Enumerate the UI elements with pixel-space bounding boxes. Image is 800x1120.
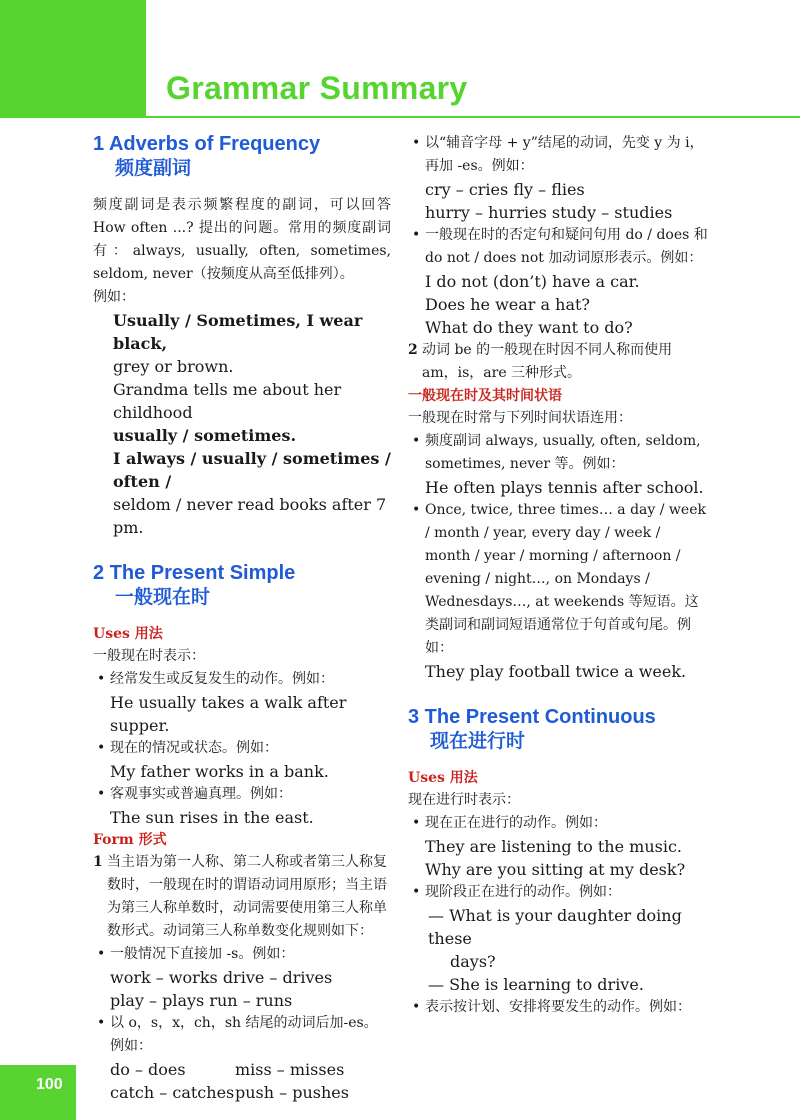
example-line: play – plays run – runs — [110, 991, 293, 1010]
section-1-intro: 频度副词是表示频繁程度的副词，可以回答 How often ...? 提出的问题。常用的频度副词有：always, usually, often, sometimes, seldom, never（按频度从高至低排列）。 — [93, 197, 391, 282]
example-line: They play football twice a week. — [425, 662, 687, 681]
form-label: Form 形式 — [93, 832, 167, 848]
item-number: 1 — [93, 854, 103, 870]
example-line: grey or brown. — [113, 357, 234, 376]
bullet-item: • 现在的情况或状态。例如： — [93, 737, 391, 760]
uses-intro: 一般现在时表示： — [93, 648, 205, 664]
page-number: 100 — [36, 1076, 63, 1093]
numbered-item-text: 动词 be 的一般现在时因不同人称而使用 am，is，are 三种形式。 — [422, 342, 673, 381]
example-pair — [93, 1058, 391, 1081]
example-line: My father works in a bank. — [110, 762, 329, 781]
example-line: Usually / Sometimes, I wear black, — [113, 311, 363, 353]
section-2-heading: 2 The Present Simple — [93, 562, 296, 584]
bullet-item: • 一般情况下直接加 -s。例如： — [93, 943, 391, 966]
example-line: They are listening to the music. — [425, 837, 682, 856]
bullet-item: • Once, twice, three times… a day / week / month / year, every day / week / month / year / morning / afternoon / evening / night…, on Mondays / Wednesdays…, at weekends 等短语。这类副词和副词短语通常位于句首或句尾。例如： — [408, 499, 708, 660]
example-line: — What is your daughter doing these — [428, 906, 682, 948]
item-number: 2 — [408, 342, 418, 358]
bullet-item: • 以“辅音字母 + y”结尾的动词，先变 y 为 i，再加 -es。例如： — [408, 132, 708, 178]
example-line: seldom / never read books after 7 pm. — [113, 495, 387, 537]
example-line: Why are you sitting at my desk? — [425, 860, 686, 879]
bullet-item: • 现在正在进行的动作。例如： — [408, 812, 708, 835]
bullet-item: • 表示按计划、安排将要发生的动作。例如： — [408, 996, 708, 1019]
example-line: The sun rises in the east. — [110, 808, 314, 827]
uses-label: Uses 用法 — [93, 626, 163, 642]
uses-label: Uses 用法 — [408, 770, 478, 786]
example-right: miss – misses — [235, 1060, 345, 1079]
example-line: — She is learning to drive. — [428, 975, 644, 994]
example-line: Does he wear a hat? — [425, 295, 590, 314]
section-1-heading: 1 Adverbs of Frequency — [93, 133, 321, 155]
example-line: What do they want to do? — [425, 318, 633, 337]
bullet-item: • 一般现在时的否定句和疑问句用 do / does 和 do not / does not 加动词原形表示。例如： — [408, 224, 708, 270]
numbered-item — [408, 339, 708, 385]
example-pair — [93, 1081, 391, 1104]
example-line: He usually takes a walk after supper. — [110, 693, 347, 735]
example-line: I do not (don’t) have a car. — [425, 272, 640, 291]
bullet-item: • 经常发生或反复发生的动作。例如： — [93, 668, 391, 691]
example-line: I always / usually / sometimes / often / — [113, 449, 391, 491]
header-green-block — [0, 0, 146, 118]
adverbial-label: 一般现在时及其时间状语 — [408, 388, 562, 404]
right-column — [408, 132, 708, 1019]
example-line: hurry – hurries study – studies — [425, 203, 673, 222]
example-left: catch – catches — [110, 1083, 235, 1102]
bullet-item: • 以 o，s，x，ch，sh 结尾的动词后加-es。例如： — [93, 1012, 391, 1058]
bullet-item: • 现阶段正在进行的动作。例如： — [408, 881, 708, 904]
bullet-item: • 客观事实或普遍真理。例如： — [93, 783, 391, 806]
numbered-item — [93, 851, 391, 943]
example-line: cry – cries fly – flies — [425, 180, 585, 199]
page-title: Grammar Summary — [166, 70, 468, 106]
example-line: He often plays tennis after school. — [425, 478, 704, 497]
bullet-item: • 频度副词 always, usually, often, seldom, sometimes, never 等。例如： — [408, 430, 708, 476]
section-1-subheading: 频度副词 — [115, 157, 192, 179]
numbered-item-text: 当主语为第一人称、第二人称或者第三人称复数时，一般现在时的谓语动词用原形；当主语为第三人称单数时，动词需要使用第三人称单数形式。动词第三人称单数变化规则如下： — [107, 854, 387, 939]
example-left: do – does — [110, 1060, 186, 1079]
example-line: usually / sometimes. — [113, 426, 297, 445]
example-line: days? — [450, 952, 496, 971]
example-line: work – works drive – drives — [110, 968, 333, 987]
header-rule — [146, 116, 800, 118]
example-line: Grandma tells me about her childhood — [113, 380, 342, 422]
adverbial-intro: 一般现在时常与下列时间状语连用： — [408, 410, 632, 426]
example-right: push – pushes — [235, 1083, 349, 1102]
uses-intro: 现在进行时表示： — [408, 792, 520, 808]
example-label: 例如： — [93, 289, 135, 305]
left-column — [93, 132, 391, 1104]
section-3-heading: 3 The Present Continuous — [408, 706, 656, 728]
section-2-subheading: 一般现在时 — [115, 586, 211, 608]
section-3-subheading: 现在进行时 — [430, 730, 526, 752]
